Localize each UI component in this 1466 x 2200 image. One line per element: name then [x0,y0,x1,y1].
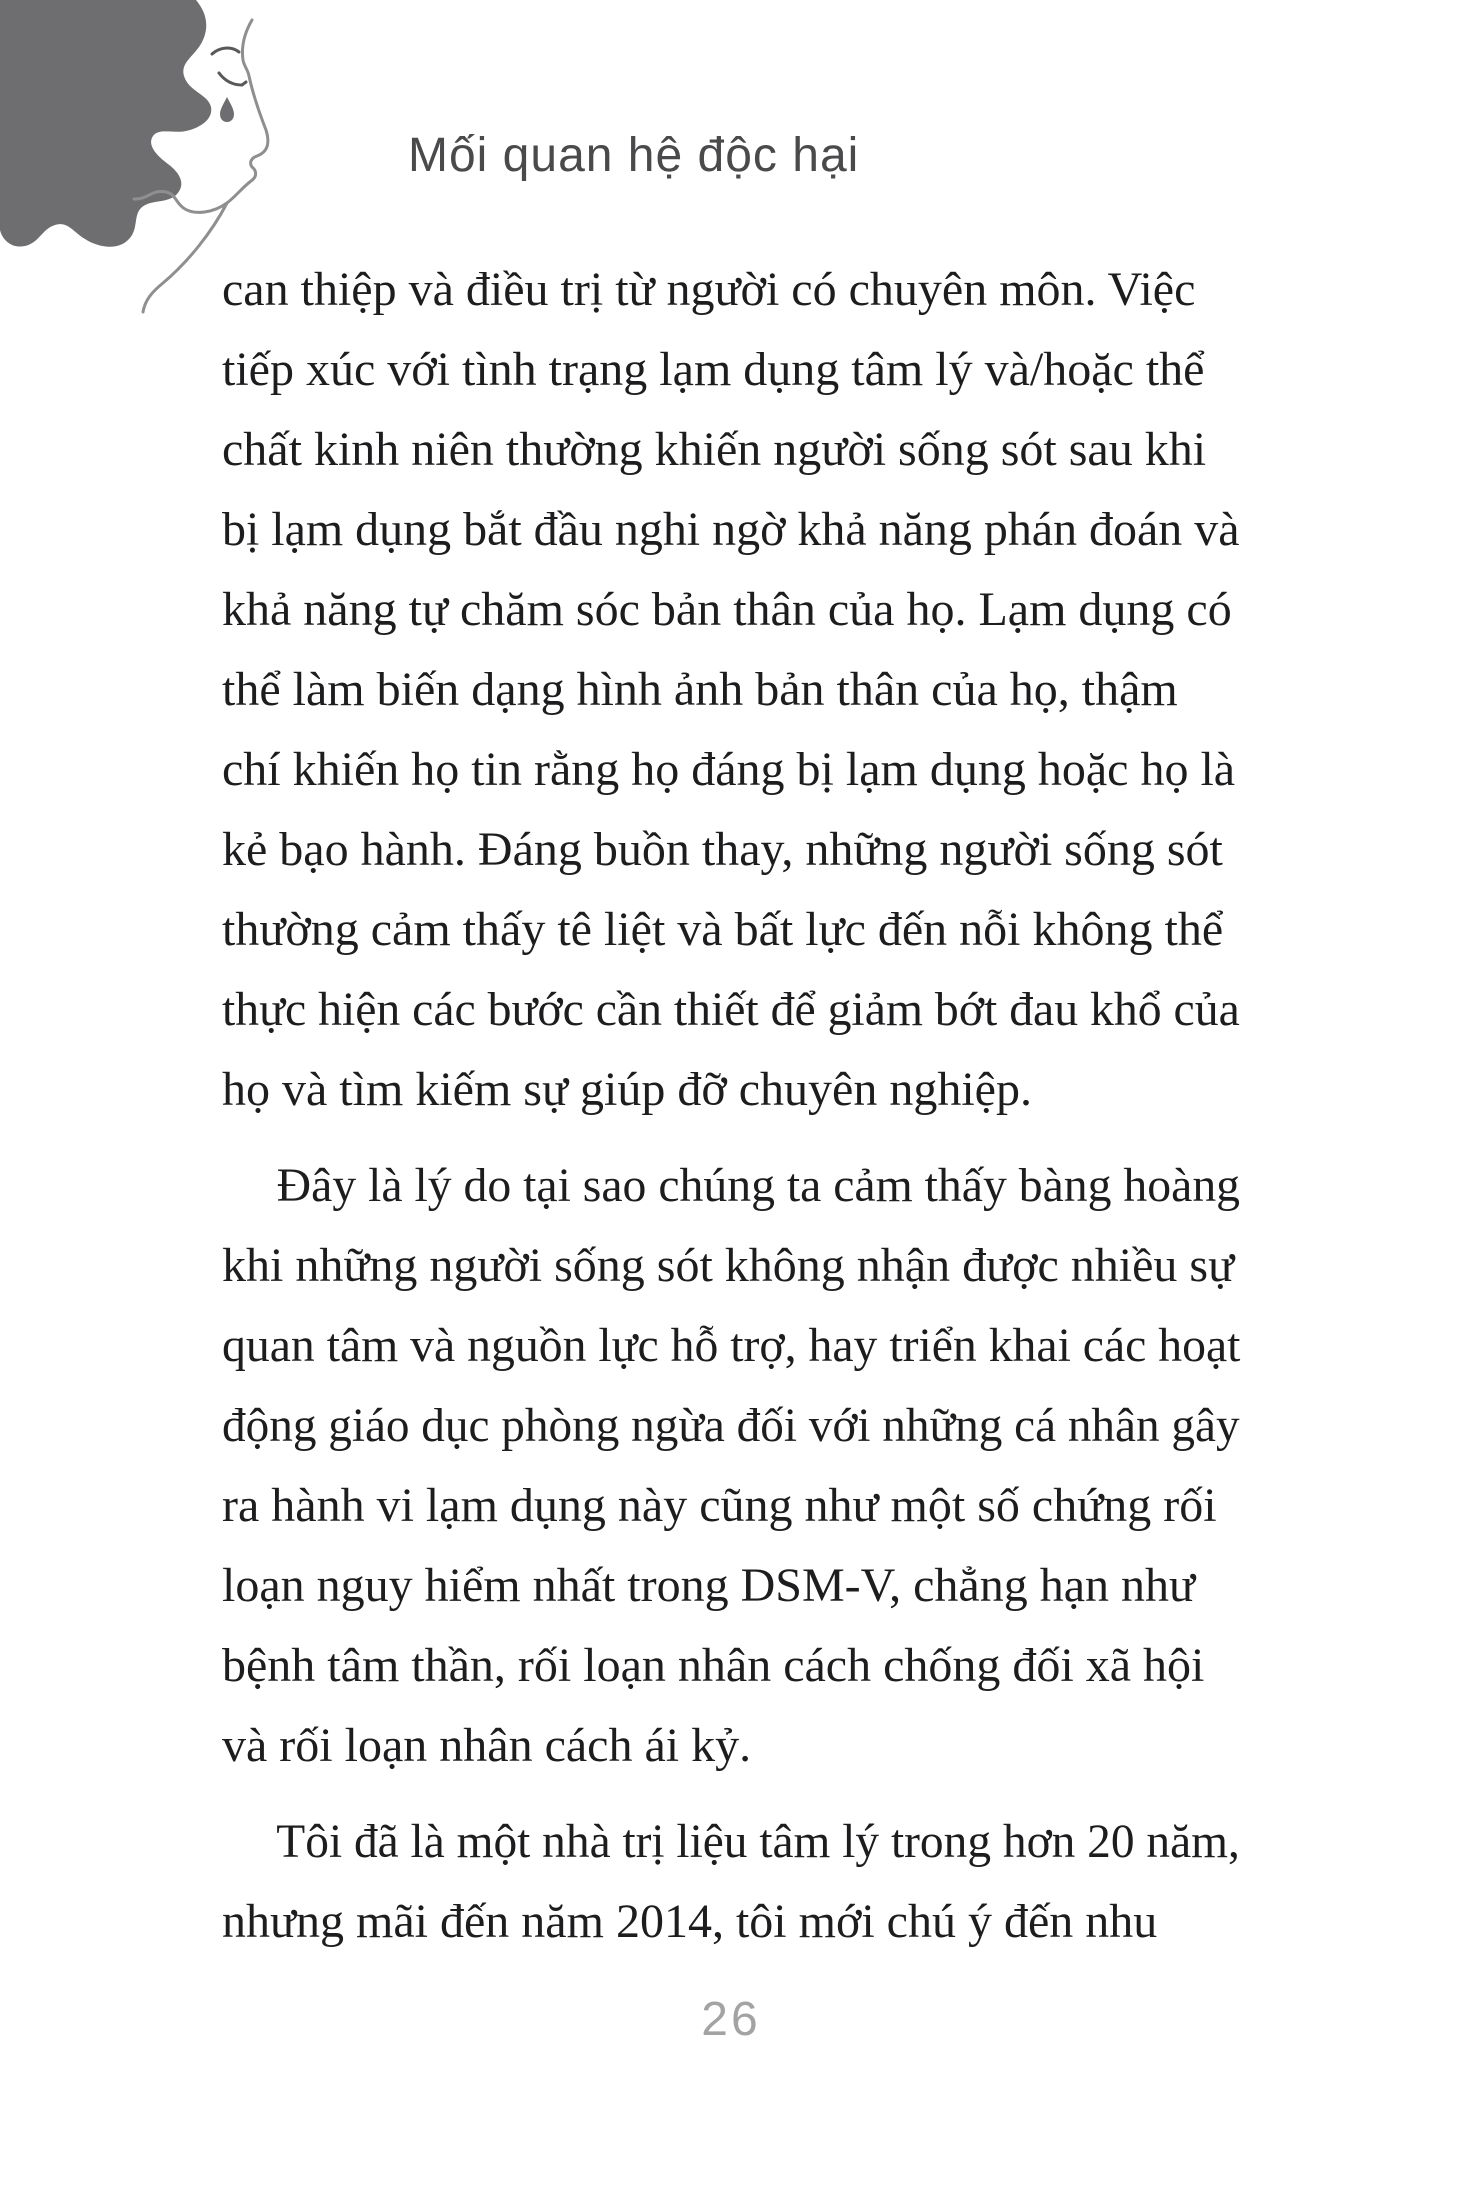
text-line: họ và tìm kiếm sự giúp đỡ chuyên nghiệp. [222,1063,1032,1116]
text-line: và rối loạn nhân cách ái kỷ. [222,1719,752,1772]
page-number: 26 [701,1993,761,2046]
text-line: chất kinh niên thường khiến người sống sót sau khi [222,423,1207,476]
text-line: tiếp xúc với tình trạng lạm dụng tâm lý và/hoặc thể [222,343,1205,396]
text-line: thực hiện các bước cần thiết để giảm bớt đau khổ của [222,983,1240,1036]
paragraph [222,1802,1240,1962]
text-line: động giáo dục phòng ngừa đối với những cá nhân gây [222,1399,1240,1452]
text-line: bị lạm dụng bắt đầu nghi ngờ khả năng phán đoán và [222,503,1240,556]
text-line: khi những người sống sót không nhận được nhiều sự [222,1239,1235,1292]
text-line: quan tâm và nguồn lực hỗ trợ, hay triển khai các hoạt [222,1319,1241,1372]
paragraph [222,250,1240,1130]
tear-drop [220,97,234,122]
text-line: Đây là lý do tại sao chúng ta cảm thấy bàng hoàng [276,1159,1241,1212]
text-line: khả năng tự chăm sóc bản thân của họ. Lạm dụng có [222,583,1232,636]
text-line: Tôi đã là một nhà trị liệu tâm lý trong hơn 20 năm, [276,1815,1240,1868]
text-line: ra hành vi lạm dụng này cũng như một số chứng rối [222,1479,1217,1532]
text-line: thể làm biến dạng hình ảnh bản thân của họ, thậm [222,663,1178,716]
text-line: bệnh tâm thần, rối loạn nhân cách chống đối xã hội [222,1639,1205,1692]
hair-blob [0,0,211,247]
text-line: kẻ bạo hành. Đáng buồn thay, những người sống sót [222,823,1223,876]
neck-line [143,203,227,312]
text-line: chí khiến họ tin rằng họ đáng bị lạm dụng hoặc họ là [222,743,1236,796]
eyebrow-line [212,48,239,54]
closed-eye-line [219,73,246,85]
body-text [222,250,1240,1962]
text-line: nhưng mãi đến năm 2014, tôi mới chú ý đến nhu [222,1895,1158,1948]
text-line: loạn nguy hiểm nhất trong DSM-V, chẳng hạn như [222,1559,1196,1612]
text-line: thường cảm thấy tê liệt và bất lực đến nỗi không thể [222,903,1224,956]
running-title: Mối quan hệ độc hại [408,129,860,182]
text-line: can thiệp và điều trị từ người có chuyên môn. Việc [222,263,1196,316]
paragraph [222,1146,1240,1786]
